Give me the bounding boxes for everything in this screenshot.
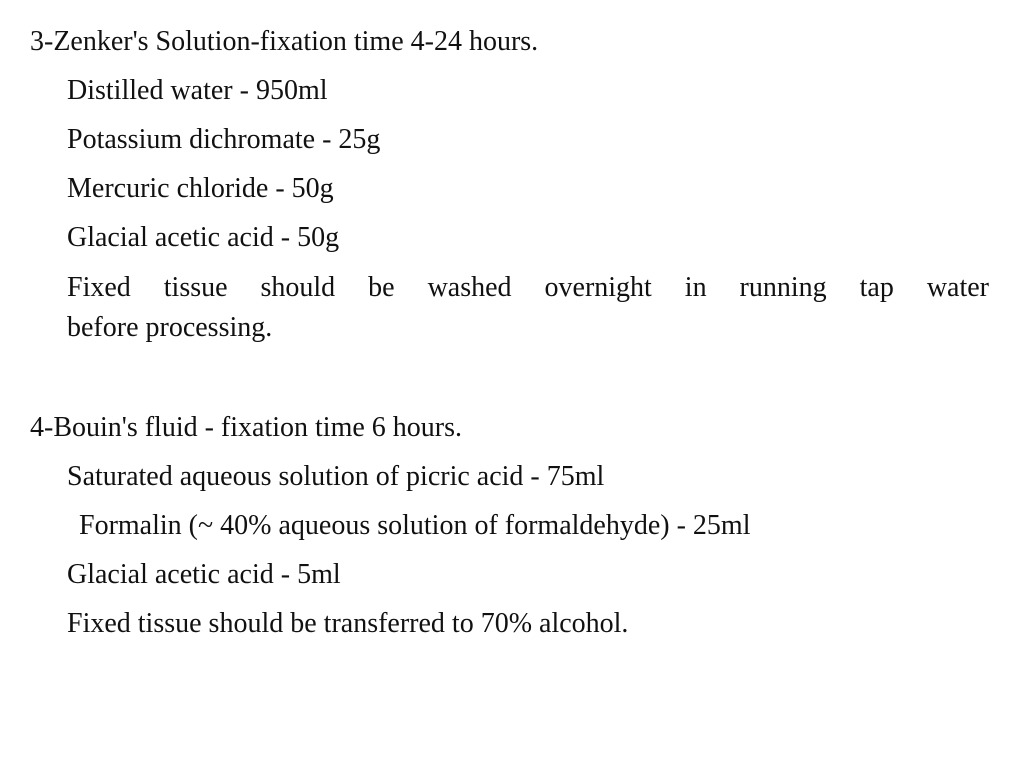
zenker-item-distilled-water: Distilled water - 950ml bbox=[67, 75, 328, 106]
bouin-item-picric-acid: Saturated aqueous solution of picric acid - 75ml bbox=[67, 461, 605, 492]
zenker-item-potassium-dichromate: Potassium dichromate - 25g bbox=[67, 124, 381, 155]
bouin-item-glacial-acetic-acid: Glacial acetic acid - 5ml bbox=[67, 559, 341, 590]
zenker-note bbox=[67, 268, 989, 348]
bouin-item-formalin: Formalin (~ 40% aqueous solution of formaldehyde) - 25ml bbox=[79, 510, 751, 541]
zenker-item-mercuric-chloride: Mercuric chloride - 50g bbox=[67, 173, 334, 204]
bouin-item-transfer-note: Fixed tissue should be transferred to 70% alcohol. bbox=[67, 608, 629, 639]
zenker-note-line-2: before processing. bbox=[67, 312, 273, 343]
zenker-note-line-1: Fixed tissue should be washed overnight in running tap water bbox=[67, 272, 989, 303]
zenker-heading: 3-Zenker's Solution-fixation time 4-24 hours. bbox=[30, 26, 539, 57]
zenker-item-glacial-acetic-acid: Glacial acetic acid - 50g bbox=[67, 222, 340, 253]
bouin-heading: 4-Bouin's fluid - fixation time 6 hours. bbox=[30, 412, 463, 443]
